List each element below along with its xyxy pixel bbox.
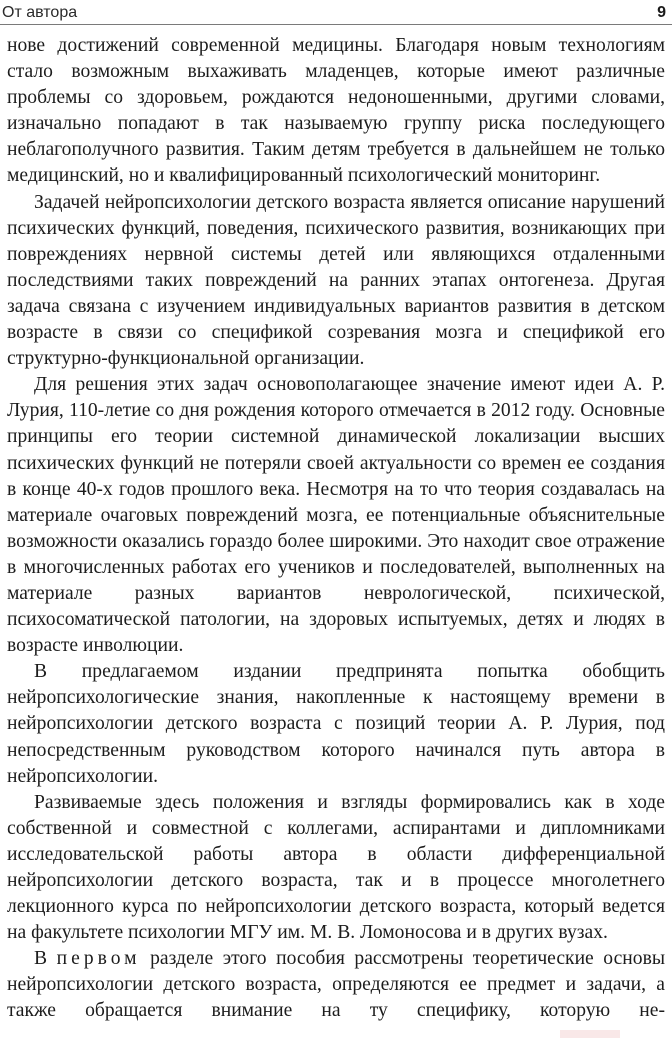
header-rule bbox=[0, 24, 672, 25]
paragraph-5: Развиваемые здесь положения и взгляды формировались как в ходе собственной и совместной с коллегами, аспирантами и дипломниками исследовательской работы автора в области дифференциальной нейропсихологии детского возраста, так и в процессе многолетнего лекционного курса по нейропсихологии детского возраста, который ведется на факультете психологии МГУ им. М. В. Ломоносова и в других вузах. bbox=[7, 791, 665, 944]
paragraph-4: В предлагаемом издании предпринята попытка обобщить нейропсихологические знания, накопленные к настоящему времени в нейропсихологии детского возраста с позиций теории А. Р. Лурия, под непосредственным руководством которого начинался путь автора в нейропсихологии. bbox=[7, 661, 665, 787]
paragraph-6-emphasis: первом bbox=[56, 948, 141, 970]
paragraph-6-rest: разделе этого пособия рассмотрены теоретические основы нейропсихологии детского возраста, определяются ее предмет и задачи, а также обращается внимание на ту специфику, которую не- bbox=[7, 948, 665, 1022]
paragraph-2: Задачей нейропсихологии детского возраста является описание нарушений психических функций, поведения, психического развития, возникающих при повреждениях нервной системы детей или являющихся отдаленными последствиями таких повреждений на ранних этапах онтогенеза. Другая задача связана с изучением индивидуальных вариантов развития в детском возрасте в связи со спецификой созревания мозга и спецификой его структурно-функциональной организации. bbox=[7, 191, 665, 370]
paragraph-6 bbox=[7, 946, 665, 1024]
running-title: От автора bbox=[2, 4, 78, 21]
paragraph-3: Для решения этих задач основополагающее значение имеют идеи А. Р. Лурия, 110-летие со дня рождения которого отмечается в 2012 году. Основные принципы его теории системной динамической локализации высших психических функций не потеряли своей актуальности со времен ее создания в конце 40-х годов прошлого века. Несмотря на то что теория создавалась на материале очаговых повреждений мозга, ее потенциальные объяснительные возможности оказались гораздо более широкими. Это находит свое отражение в многочисленных работах его учеников и последователей, выполненных на материале разных вариантов неврологической, психической, психосоматической патологии, на здоровых испытуемых, детях и людях в возрасте инволюции. bbox=[7, 374, 665, 657]
scan-mark bbox=[560, 1030, 620, 1038]
body-text bbox=[7, 33, 665, 1025]
paragraph-6-lead: В bbox=[34, 948, 48, 970]
page-number: 9 bbox=[657, 4, 666, 21]
paragraph-1: нове достижений современной медицины. Благодаря новым технологиям стало возможным выхаживать младенцев, которые имеют различные проблемы со здоровьем, рождаются недоношенными, другими словами, изначально попадают в так называемую группу риска последующего неблагополучного развития. Таким детям требуется в дальнейшем не только медицинский, но и квалифицированный психологический мониторинг. bbox=[7, 35, 665, 187]
